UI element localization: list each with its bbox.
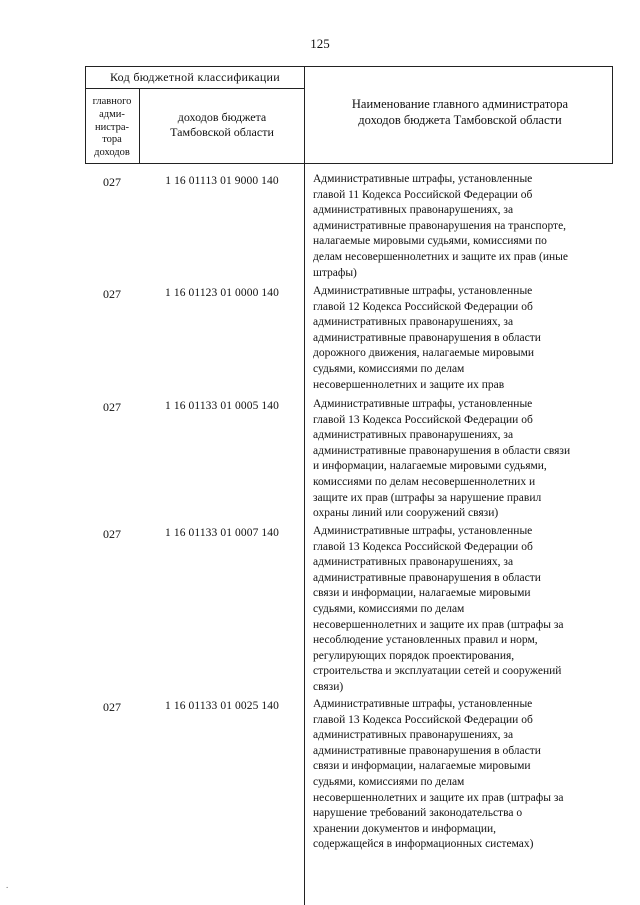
row-admin-code: 027 bbox=[103, 287, 121, 301]
header-name-column: Наименование главного администратора доходов бюджета Тамбовской области bbox=[351, 97, 569, 127]
row-name: Административные штрафы, установленные главой 13 Кодекса Российской Федерации об административных правонарушениях, за административные правонарушения в области связи и информации, налагаемые мировыми судьями, комиссиями по делам несовершеннолетних и защите их прав (штрафы за нарушение требований законодательства о хранении документов и информации, содержащейся в информационных системах) bbox=[313, 698, 564, 851]
header-group-divider bbox=[85, 88, 304, 89]
row-income-code: 1 16 01133 01 0005 140 bbox=[165, 400, 279, 412]
row-income-code: 1 16 01113 01 9000 140 bbox=[165, 175, 279, 187]
table-top-border bbox=[85, 66, 613, 67]
row-name: Административные штрафы, установленные главой 13 Кодекса Российской Федерации об административных правонарушениях, за административные правонарушения в области связи и информации, налагаемые мировыми судьями, комиссиями по делам несовершеннолетних и защите их прав (штрафы за нарушение правил охраны линий или сооружений связи) bbox=[313, 398, 571, 520]
header-classification-title: Код бюджетной классификации bbox=[109, 70, 281, 84]
header-bottom-border bbox=[85, 163, 613, 164]
scan-corner-mark: . bbox=[6, 880, 9, 890]
row-admin-code: 027 bbox=[103, 700, 121, 714]
row-name: Административные штрафы, установленные главой 13 Кодекса Российской Федерации об административных правонарушениях, за административные правонарушения в области связи и информации, налагаемые мировыми судьями, комиссиями по делам несовершеннолетних и защите их прав (штрафы за несоблюдение установленных правил и норм, регулирующих порядок проектирования, строительства и эксплуатации сетей и сооружений связи) bbox=[313, 525, 564, 693]
row-admin-code: 027 bbox=[103, 400, 121, 414]
header-admin-column: главного адми- нистра- тора доходов bbox=[92, 96, 132, 159]
row-admin-code: 027 bbox=[103, 527, 121, 541]
row-income-code: 1 16 01123 01 0000 140 bbox=[165, 287, 279, 299]
row-income-code: 1 16 01133 01 0025 140 bbox=[165, 700, 279, 712]
page-number: 125 bbox=[310, 36, 330, 51]
table-right-border bbox=[612, 66, 613, 164]
row-income-code: 1 16 01133 01 0007 140 bbox=[165, 527, 279, 539]
row-name: Административные штрафы, установленные главой 12 Кодекса Российской Федерации об административных правонарушениях, за административные правонарушения в области дорожного движения, налагаемые мировыми судьями, комиссиями по делам несовершеннолетних и защите их прав bbox=[313, 285, 541, 391]
row-admin-code: 027 bbox=[103, 175, 121, 189]
code-name-divider bbox=[304, 66, 305, 905]
row-name: Административные штрафы, установленные главой 11 Кодекса Российской Федерации об административных правонарушениях, за административные правонарушения на транспорте, налагаемые мировыми судьями, комиссиями по делам несовершеннолетних и защите их прав (иные штрафы) bbox=[313, 173, 568, 279]
header-income-column: доходов бюджета Тамбовской области bbox=[170, 110, 274, 139]
